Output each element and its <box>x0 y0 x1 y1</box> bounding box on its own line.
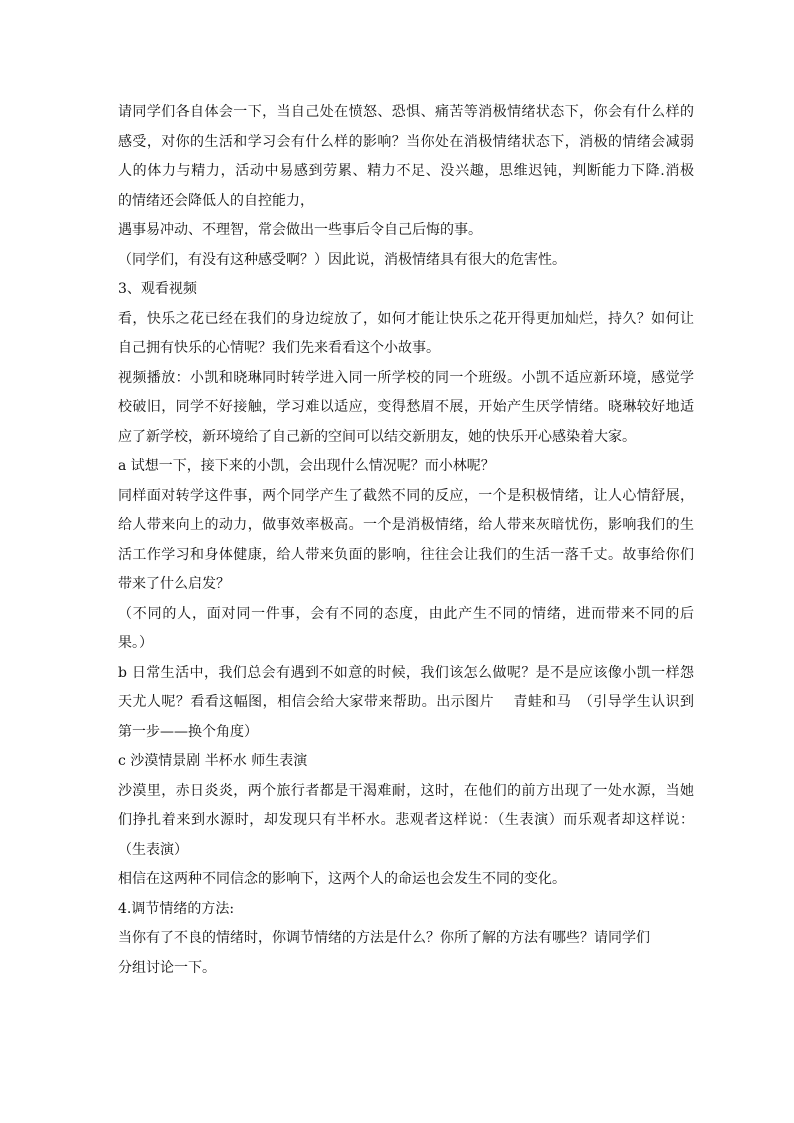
section-heading: 4.调节情绪的方法: <box>118 900 235 917</box>
text-line: 校破旧，同学不好接触，学习难以适应，变得愁眉不展，开始产生厌学情绪。晓琳较好地适 <box>118 399 694 415</box>
text-line: 请同学们各自体会一下，当自己处在愤怒、恐惧、痛苦等消极情绪状态下，你会有什么样的 <box>118 104 694 120</box>
text-line: 感受，对你的生活和学习会有什么样的影响？当你处在消极情绪状态下，消极的情绪会减弱 <box>118 133 694 150</box>
text-line: 带来了什么启发？ <box>118 576 230 592</box>
text-line: 遇事易冲动、不理智，常会做出一些事后令自己后悔的事。 <box>118 222 482 238</box>
text-line: b 日常生活中，我们总会有遇到不如意的时候，我们该怎么做呢？是不是应该像小凯一样怨 <box>118 664 694 681</box>
text-line: 天尤人呢？看看这幅图，相信会给大家带来帮助。出示图片 青蛙和马 （引导学生认识到 <box>118 694 694 710</box>
text-line: 自己拥有快乐的心情呢？我们先来看看这个小故事。 <box>118 340 440 356</box>
text-line: a 试想一下，接下来的小凯，会出现什么情况呢？而小林呢？ <box>118 458 495 474</box>
section-heading: 3、观看视频 <box>118 281 197 297</box>
text-line: （生表演） <box>118 841 188 858</box>
text-line: 们挣扎着来到水源时，却发现只有半杯水。悲观者这样说：（生表演）而乐观者却这样说： <box>118 812 694 828</box>
text-line: （同学们，有没有这种感受啊？）因此说，消极情绪具有很大的危害性。 <box>118 251 566 268</box>
text-line: 人的体力与精力，活动中易感到劳累、精力不足、没兴趣，思维迟钝，判断能力下降.消极 <box>118 163 694 179</box>
text-line: 第一步——换个角度） <box>118 723 258 740</box>
text-line: 相信在这两种不同信念的影响下，这两个人的命运也会发生不同的变化。 <box>118 871 566 887</box>
text-line: 视频播放：小凯和晓琳同时转学进入同一所学校的同一个班级。小凯不适应新环境，感觉学 <box>118 369 694 386</box>
text-line: 果。） <box>118 635 153 651</box>
text-line: 当你有了不良的情绪时，你调节情绪的方法是什么？你所了解的方法有哪些？请同学们 <box>118 930 650 946</box>
text-line: c 沙漠情景剧 半杯水 师生表演 <box>118 753 308 769</box>
text-line: 活工作学习和身体健康，给人带来负面的影响，往往会让我们的生活一落千丈。故事给你们 <box>118 546 694 563</box>
text-line: 沙漠里，赤日炎炎，两个旅行者都是干渴难耐，这时，在他们的前方出现了一处水源，当她 <box>118 782 694 799</box>
text-line: 给人带来向上的动力，做事效率极高。一个是消极情绪，给人带来灰暗忧伤，影响我们的生 <box>118 517 694 533</box>
text-line: 的情绪还会降低人的自控能力， <box>118 192 314 209</box>
text-line: 同样面对转学这件事，两个同学产生了截然不同的反应，一个是积极情绪，让人心情舒展， <box>118 487 694 504</box>
text-line: 看，快乐之花已经在我们的身边绽放了，如何才能让快乐之花开得更加灿烂，持久？如何让 <box>118 310 694 327</box>
text-line: （不同的人，面对同一件事，会有不同的态度，由此产生不同的情绪，进而带来不同的后 <box>118 605 694 622</box>
text-line: 应了新学校，新环境给了自己新的空间可以结交新朋友，她的快乐开心感染着大家。 <box>118 428 636 445</box>
text-line: 分组讨论一下。 <box>118 959 216 976</box>
